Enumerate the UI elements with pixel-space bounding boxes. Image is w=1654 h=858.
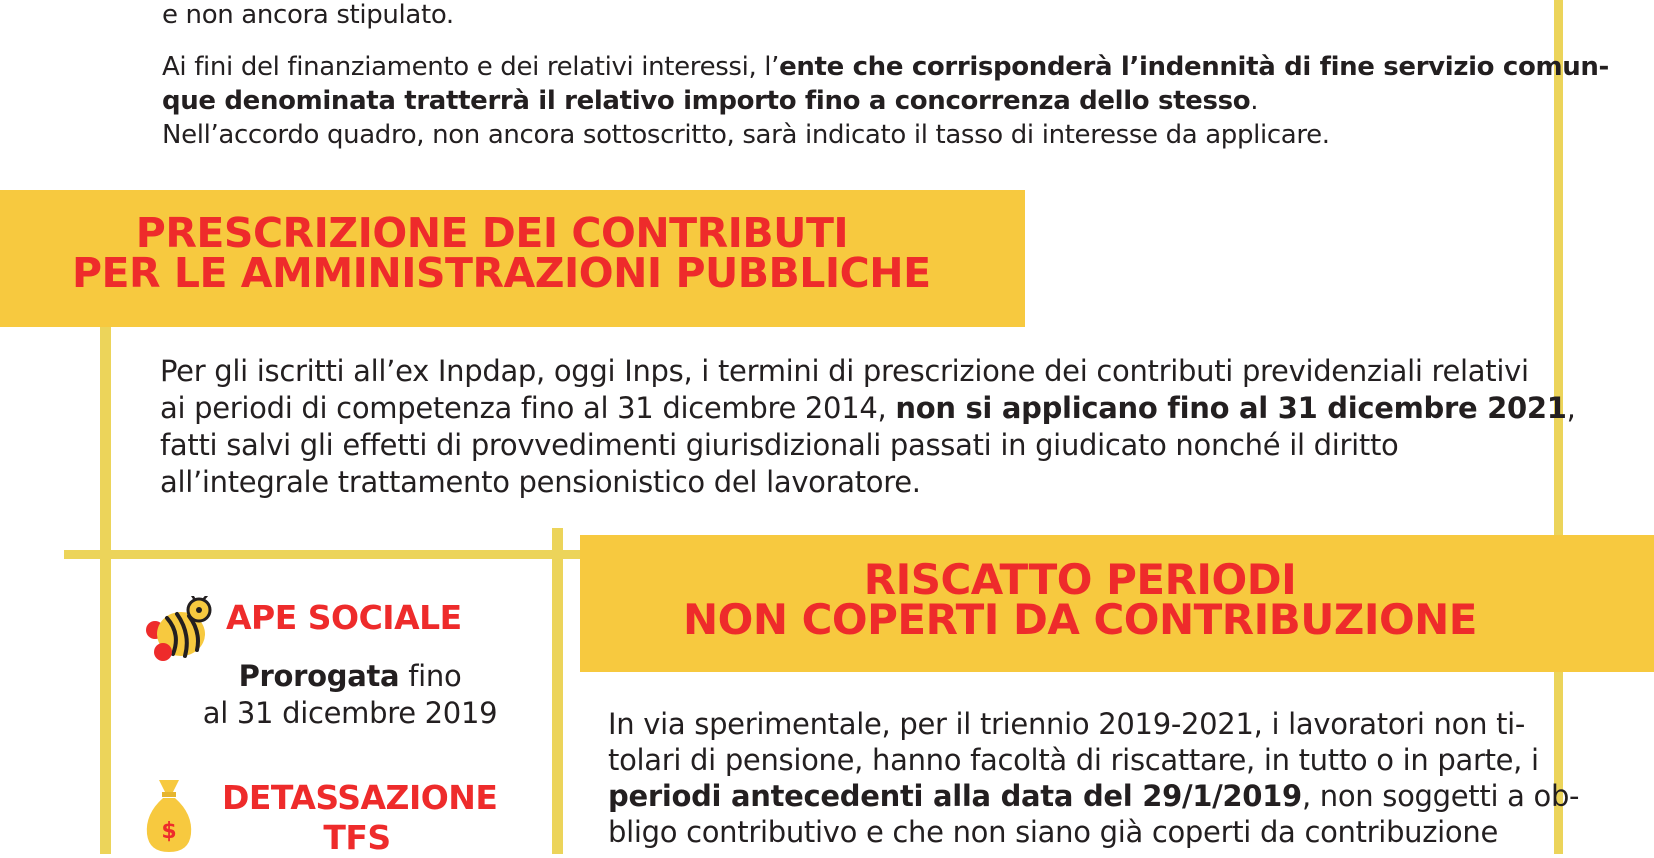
riscatto-line-1: In via sperimentale, per il triennio 2019-2021, i lavoratori non ti-	[608, 707, 1526, 741]
riscatto-line-3-bold: periodi antecedenti alla data del 29/1/2019	[608, 779, 1302, 813]
prescrizione-line-4: all’integrale trattamento pensionistico del lavoratore.	[160, 465, 921, 499]
detassazione-title-line-1: DETASSAZIONE	[222, 778, 498, 817]
intro-line-top: e non ancora stipulato.	[162, 0, 454, 30]
financing-line-1	[162, 50, 1609, 84]
riscatto-title-line-1: RISCATTO PERIODI	[863, 555, 1297, 604]
riscatto-title	[630, 555, 1530, 644]
frame-line-center	[552, 528, 563, 854]
frame-line-horizontal	[64, 550, 584, 559]
prescrizione-line-2	[160, 390, 1576, 427]
ape-sociale-text-bold: Prorogata	[238, 659, 400, 693]
ape-sociale-text	[180, 658, 520, 732]
financing-post: .	[1250, 86, 1259, 116]
money-bag-icon	[143, 778, 195, 854]
prescrizione-title	[72, 209, 931, 297]
financing-bold-1: ente che corrisponderà l’indennità di fine servizio comun-	[779, 52, 1609, 82]
financing-line-2	[162, 84, 1258, 118]
riscatto-line-2: tolari di pensione, hanno facoltà di riscattare, in tutto o in parte, i	[608, 743, 1539, 777]
prescrizione-line-2-pre: ai periodi di competenza fino al 31 dicembre 2014,	[160, 391, 896, 425]
frame-line-left	[100, 320, 111, 854]
money-bag-symbol: $	[161, 819, 177, 844]
financing-line-3: Nell’accordo quadro, non ancora sottoscritto, sarà indicato il tasso di interesse da applicare.	[162, 120, 1330, 150]
ape-sociale-text-rest: fino	[399, 659, 462, 693]
detassazione-title-line-2: TFS	[323, 818, 391, 857]
prescrizione-line-1: Per gli iscritti all’ex Inpdap, oggi Inps, i termini di prescrizione dei contributi previdenziali relativi	[160, 354, 1529, 388]
frame-line-right	[1554, 0, 1563, 854]
detassazione-title	[222, 778, 498, 858]
prescrizione-title-line-2: PER LE AMMINISTRAZIONI PUBBLICHE	[72, 249, 931, 297]
ape-sociale-title: APE SOCIALE	[226, 598, 462, 637]
financing-pre: Ai fini del finanziamento e dei relativi interessi, l’	[162, 52, 780, 82]
prescrizione-line-3: fatti salvi gli effetti di provvedimenti giurisdizionali passati in giudicato nonché il diritto	[160, 428, 1399, 462]
prescrizione-line-2-bold: non si applicano fino al 31 dicembre 2021	[895, 391, 1567, 425]
riscatto-line-3	[608, 778, 1579, 815]
riscatto-title-line-2: NON COPERTI DA CONTRIBUZIONE	[682, 595, 1477, 644]
riscatto-line-3-post: , non soggetti a ob-	[1301, 779, 1580, 813]
prescrizione-title-line-1: PRESCRIZIONE DEI CONTRIBUTI	[135, 209, 849, 257]
financing-bold-2: que denominata tratterrà il relativo importo fino a concorrenza dello stesso	[162, 86, 1251, 116]
ape-sociale-text-line-2: al 31 dicembre 2019	[202, 696, 498, 730]
riscatto-line-4: bligo contributivo e che non siano già coperti da contribuzione	[608, 815, 1498, 849]
bee-icon	[143, 596, 217, 666]
prescrizione-line-2-post: ,	[1566, 391, 1576, 425]
